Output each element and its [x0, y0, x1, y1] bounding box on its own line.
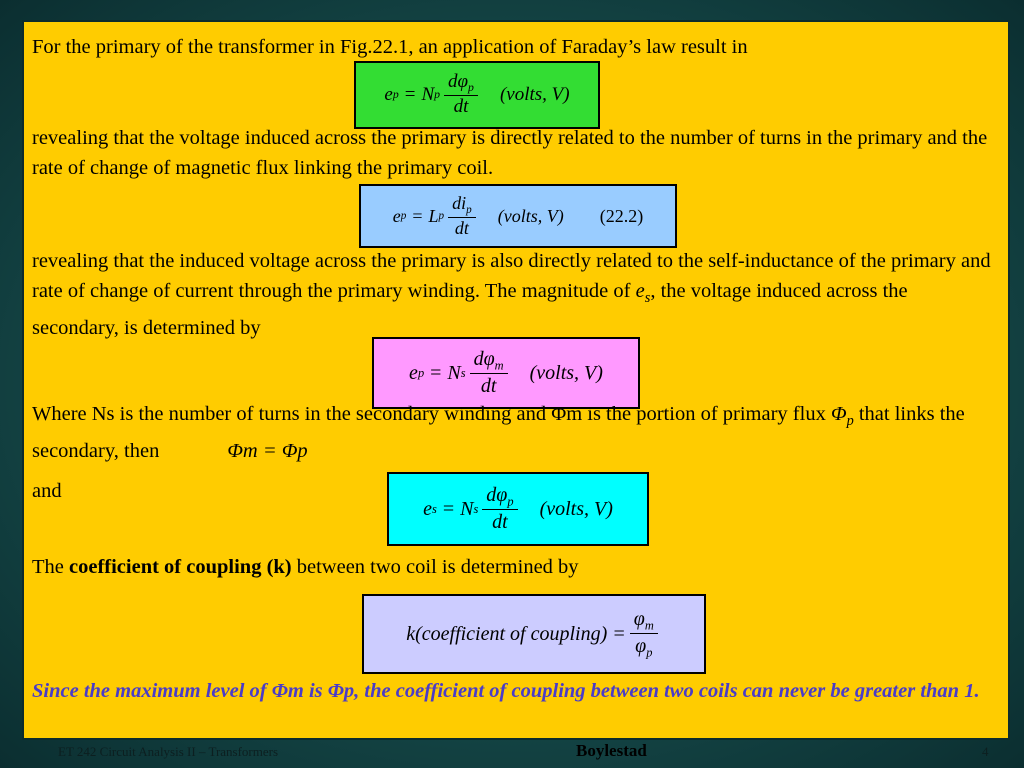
para4-text: Where Ns is the number of turns in the secondary winding and Φm is the portion of primary flux	[32, 403, 831, 425]
para3-es: e	[635, 280, 645, 302]
eq2-unit: (volts, V)	[497, 205, 564, 226]
eq1-lhs-sub: p	[392, 88, 399, 101]
footer-author: Boylestad	[576, 741, 647, 760]
eq3-coef: N	[447, 361, 461, 384]
eq3-unit: (volts, V)	[529, 361, 603, 384]
eq2-lhs-sub: p	[400, 210, 407, 222]
eq2-lhs: e	[392, 205, 401, 226]
eq3-num-sub: m	[494, 358, 504, 373]
eq2-coef-sub: p	[438, 210, 445, 222]
eq3-num: dφ	[473, 348, 495, 371]
eq5-num: φ	[633, 608, 645, 631]
eq4-unit: (volts, V)	[539, 497, 613, 520]
eq1-coef-sub: p	[434, 88, 441, 101]
eq1-num: dφ	[448, 71, 469, 93]
coupling-intro	[32, 552, 996, 582]
self-inductance-equation: e p = L p $\frac{di_p}{dt}$ (volts, V) (22.2)	[359, 184, 677, 248]
eq4-lhs-sub: s	[432, 501, 437, 516]
eq1-den: dt	[453, 95, 469, 117]
para3-text: revealing that the induced voltage across the primary is also directly related to the self-inductance of the primary and rate of change of current through the primary winding. The magnitude of	[32, 250, 991, 302]
coupling-pre: The	[32, 556, 69, 578]
eq4-fraction	[482, 484, 517, 534]
flux-equality: Φm = Φp	[227, 440, 308, 463]
eq4-lhs: e	[423, 497, 432, 520]
eq3-lhs-sub: p	[417, 365, 425, 380]
secondary-emf-equation: e s = N s $\frac{d\varphi_p}{dt}$ (volts, V)	[387, 472, 649, 546]
secondary-voltage-equation: e p = N s $\frac{d\varphi_m}{dt}$ (volts, V)	[372, 337, 640, 409]
coupling-term: coefficient of coupling (k)	[69, 556, 292, 578]
coupling-coefficient-equation	[362, 594, 706, 674]
eq1-num-sub: p	[468, 81, 474, 95]
slide-panel	[22, 20, 1010, 740]
eq1-lhs: e	[384, 84, 393, 105]
para3-es-sub: s	[644, 290, 651, 307]
para3-text-end: , the voltage induced across the secondary, is determined by	[32, 280, 908, 340]
eq1-coef: N	[421, 84, 435, 105]
eq5-num-sub: m	[644, 618, 654, 633]
eq1-unit: (volts, V)	[499, 84, 570, 105]
conclusion-text: Since the maximum level of Φm is Φp, the coefficient of coupling between two coils can never be greater than 1.	[32, 680, 980, 702]
eq4-num-sub: p	[507, 494, 514, 509]
para4-text-end: that links the secondary, then	[32, 403, 965, 463]
eq3-fraction	[470, 348, 508, 398]
eq2-num: di	[452, 192, 467, 213]
paragraph-self-inductance	[32, 246, 996, 343]
paragraph-secondary-flux	[32, 399, 996, 466]
eq5-lhs: k(coefficient of coupling) =	[406, 622, 626, 645]
eq1-fraction	[444, 71, 478, 118]
eq5-den: φ	[635, 634, 647, 657]
eq5-fraction	[630, 608, 658, 660]
coupling-post: between two coil is determined by	[291, 556, 579, 578]
eq5-den-sub: p	[646, 645, 653, 660]
para4-phi-sub: p	[846, 413, 854, 430]
footer-course: ET 242 Circuit Analysis II – Transformers	[58, 744, 279, 759]
eq3-coef-sub: s	[460, 365, 466, 380]
page-number: 4	[982, 744, 989, 759]
eq2-label: (22.2)	[599, 205, 644, 226]
eq2-fraction	[448, 193, 476, 239]
paragraph-turns: revealing that the voltage induced across the primary is directly related to the number of turns in the primary and the rate of change of magnetic flux linking the primary coil.	[32, 127, 988, 179]
eq4-coef-sub: s	[473, 501, 479, 516]
intro-text: For the primary of the transformer in Fig.22.1, an application of Faraday’s law result in	[32, 36, 748, 58]
and-text: and	[32, 480, 62, 502]
eq2-num-sub: p	[466, 203, 472, 216]
para4-phi: Φ	[830, 403, 847, 425]
eq4-den: dt	[492, 510, 508, 533]
eq2-den: dt	[454, 217, 469, 238]
eq3-den: dt	[480, 374, 497, 397]
eq4-coef: N	[460, 497, 474, 520]
eq4-num: dφ	[486, 484, 508, 507]
eq2-coef: L	[428, 205, 439, 226]
eq3-lhs: e	[409, 361, 418, 384]
primary-faraday-equation: e p = N p $\frac{d\varphi_p}{dt}$ (volts, V)	[354, 61, 600, 129]
